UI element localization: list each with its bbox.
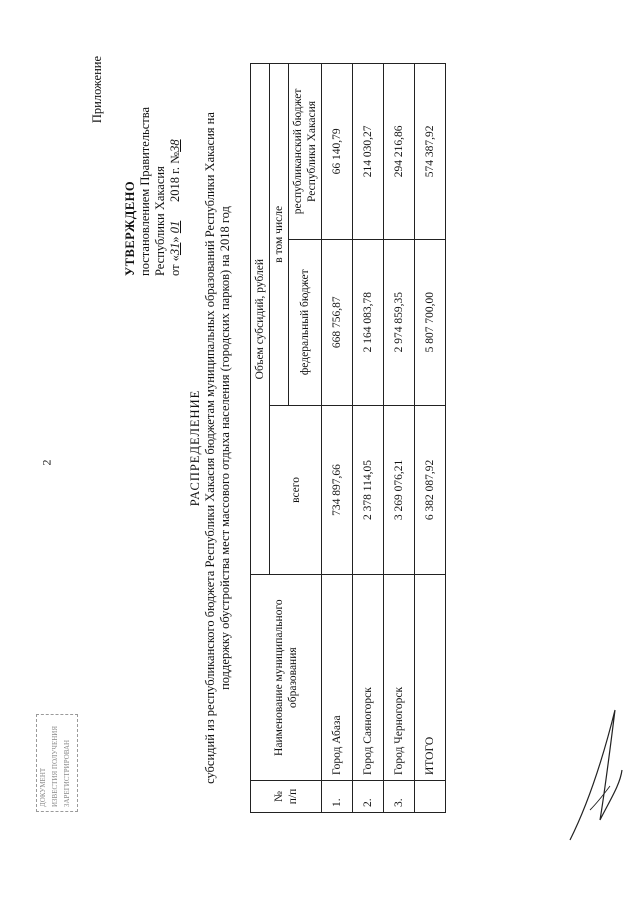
row-no: 2. xyxy=(353,781,384,813)
table-row xyxy=(353,64,384,813)
row-total: 734 897,66 xyxy=(322,405,353,575)
row-total: 6 382 087,92 xyxy=(415,405,446,575)
title-line: поддержку обустройства мест массового отдыха населения (городских парков) на 2018 год xyxy=(218,206,232,690)
approval-date: от «31» 01 2018 г. №38 xyxy=(168,139,182,276)
header-republic: республиканский бюджет Республики Хакасия xyxy=(289,64,322,240)
header-federal: федеральный бюджет xyxy=(289,239,322,405)
stamp-line: ЗАРЕГИСТРИРОВАН xyxy=(63,739,71,807)
row-name: Город Черногорск xyxy=(384,575,415,781)
table-row xyxy=(384,64,415,813)
row-republic: 66 140,79 xyxy=(322,64,353,240)
subsidy-table xyxy=(250,63,446,813)
total-row xyxy=(415,64,446,813)
title-main: РАСПРЕДЕЛЕНИЕ xyxy=(188,389,202,507)
row-republic: 574 387,92 xyxy=(415,64,446,240)
approval-line: постановлением Правительства xyxy=(138,106,152,276)
approval-heading: УТВЕРЖДЕНО xyxy=(123,180,137,276)
row-federal: 2 164 083,78 xyxy=(353,239,384,405)
row-total: 2 378 114,05 xyxy=(353,405,384,575)
header-volume: Объем субсидий, рублей xyxy=(251,64,270,575)
approval-line: Республики Хакасия xyxy=(153,166,167,276)
document-title xyxy=(188,38,233,858)
row-federal: 668 756,87 xyxy=(322,239,353,405)
header-including: в том числе xyxy=(270,64,289,406)
date-month: 01 xyxy=(168,220,182,234)
approval-block xyxy=(90,56,183,276)
row-no: 1. xyxy=(322,781,353,813)
header-name: Наименование муниципального образования xyxy=(251,575,322,781)
row-no: 3. xyxy=(384,781,415,813)
row-federal: 5 807 700,00 xyxy=(415,239,446,405)
decree-number: 38 xyxy=(168,139,182,152)
row-name: Город Абаза xyxy=(322,575,353,781)
stamp-line: ДОКУМЕНТ xyxy=(39,767,47,807)
appendix-label: Приложение xyxy=(90,56,104,124)
row-federal: 2 974 859,35 xyxy=(384,239,415,405)
row-no xyxy=(415,781,446,813)
title-line: субсидий из республиканского бюджета Республики Хакасия бюджетам муниципальных образований Республики Хакасия на xyxy=(203,112,217,784)
stamp-line: ИЗВЕСТИЯ ПОЛУЧЕНИЯ xyxy=(51,726,59,807)
row-total: 3 269 076,21 xyxy=(384,405,415,575)
table-row xyxy=(322,64,353,813)
rotated-document-sheet xyxy=(60,38,620,858)
row-name: Город Саяногорск xyxy=(353,575,384,781)
row-republic: 294 216,86 xyxy=(384,64,415,240)
header-total: всего xyxy=(270,405,322,575)
row-republic: 214 030,27 xyxy=(353,64,384,240)
header-no: № п/п xyxy=(251,781,322,813)
row-name: ИТОГО xyxy=(415,575,446,781)
page-number: 2 xyxy=(39,459,54,466)
date-day: 31 xyxy=(168,242,182,256)
